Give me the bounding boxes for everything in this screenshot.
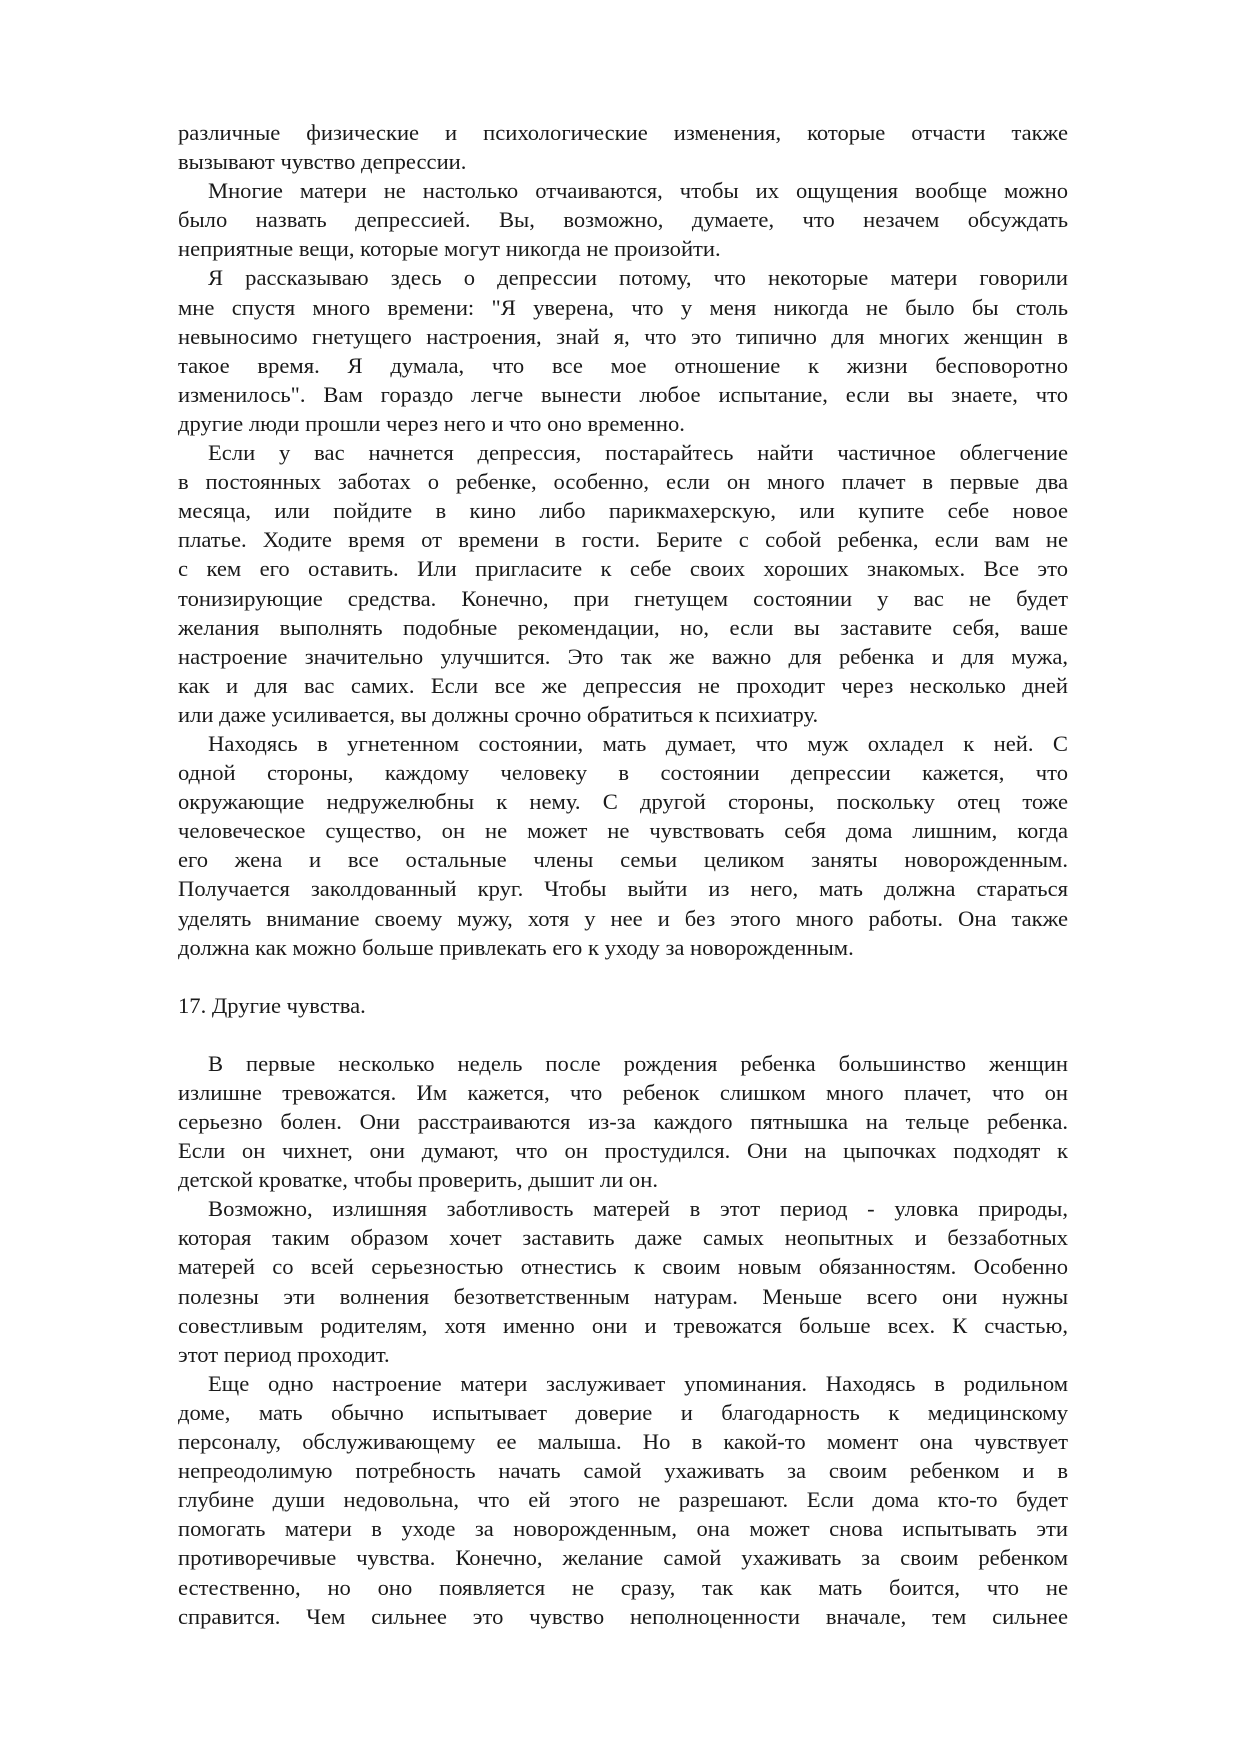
text-line: которая таким образом хочет заставить даже самых неопытных и беззаботных [178,1225,1068,1251]
section-heading: 17. Другие чувства. [178,992,366,1018]
paragraph [178,1369,1068,1631]
text-line: человеческое существо, он не может не чувствовать себя дома лишним, когда [178,818,1068,844]
paragraph [178,438,1068,729]
text-section-after [178,1049,1068,1631]
text-line: естественно, но оно появляется не сразу, так как мать боится, что не [178,1574,1068,1600]
text-line: серьезно болен. Они расстраиваются из-за каждого пятнышка на тельце ребенка. [178,1109,1068,1134]
text-line: в постоянных заботах о ребенке, особенно, если он много плачет в первые два [178,469,1068,495]
text-line: излишне тревожатся. Им кажется, что ребенок слишком много плачет, что он [178,1079,1068,1105]
text-section-before [178,118,1068,962]
text-line: как и для вас самих. Если все же депрессия не проходит через несколько дней [178,672,1068,698]
text-line: Возможно, излишняя заботливость матерей в этот период - уловка природы, [208,1196,1068,1222]
text-line: Получается заколдованный круг. Чтобы выйти из него, мать должна стараться [178,876,1068,902]
text-line: настроение значительно улучшится. Это так же важно для ребенка и для мужа, [178,643,1068,669]
text-line: помогать матери в уходе за новорожденным, она может снова испытывать эти [178,1516,1068,1542]
text-line: мне спустя много времени: "Я уверена, что у меня никогда не было бы столь [178,294,1068,320]
text-line: полезны эти волнения безответственным натурам. Меньше всего они нужны [178,1283,1068,1309]
text-line: Если у вас начнется депрессия, постарайтесь найти частичное облегчение [208,440,1068,466]
text-line: В первые несколько недель после рождения ребенка большинство женщин [208,1050,1068,1076]
text-line: или даже усиливается, вы должны срочно обратиться к психиатру. [178,701,819,727]
paragraph [178,729,1068,962]
text-line: совестливым родителям, хотя именно они и тревожатся больше всех. К счастью, [178,1312,1068,1338]
paragraph [178,1194,1068,1369]
paragraph [178,176,1068,263]
document-body [178,118,1068,1631]
text-line: уделять внимание своему мужу, хотя у нее и без этого много работы. Она также [178,905,1068,931]
text-line: изменилось". Вам гораздо легче вынести любое испытание, если вы знаете, что [178,381,1068,407]
text-line: Многие матери не настолько отчаиваются, чтобы их ощущения вообще можно [208,178,1068,204]
text-line: такое время. Я думала, что все мое отношение к жизни бесповоротно [178,352,1068,378]
text-line: тонизирующие средства. Конечно, при гнетущем состоянии у вас не будет [178,585,1068,611]
text-line: платье. Ходите время от времени в гости. Берите с собой ребенка, если вам не [178,527,1068,553]
text-line: должна как можно больше привлекать его к уходу за новорожденным. [178,934,854,960]
text-line: месяца, или пойдите в кино либо парикмахерскую, или купите себе новое [178,498,1068,524]
text-line: глубине души недовольна, что ей этого не разрешают. Если дома кто-то будет [178,1487,1068,1513]
text-line: Находясь в угнетенном состоянии, мать думает, что муж охладел к ней. С [208,730,1068,756]
text-line: противоречивые чувства. Конечно, желание самой ухаживать за своим ребенком [178,1545,1068,1571]
paragraph [178,118,1068,176]
text-line: Если он чихнет, они думают, что он простудился. Они на цыпочках подходят к [178,1138,1068,1164]
text-line: другие люди прошли через него и что оно временно. [178,410,685,436]
text-line: непреодолимую потребность начать самой ухаживать за своим ребенком и в [178,1458,1068,1484]
text-line: одной стороны, каждому человеку в состоянии депрессии кажется, что [178,760,1068,786]
text-line: детской кроватке, чтобы проверить, дышит ли он. [178,1167,658,1193]
text-line: этот период проходит. [178,1341,390,1367]
text-line: желания выполнять подобные рекомендации, но, если вы заставите себя, ваше [178,614,1068,640]
text-line: его жена и все остальные члены семьи целиком заняты новорожденным. [178,847,1068,873]
text-line: Я рассказываю здесь о депрессии потому, что некоторые матери говорили [208,265,1068,291]
paragraph [178,1049,1068,1194]
text-line: неприятные вещи, которые могут никогда не произойти. [178,236,721,262]
text-line: вызывают чувство депрессии. [178,149,467,175]
text-line: матерей со всей серьезностью отнестись к своим новым обязанностям. Особенно [178,1254,1068,1280]
text-line: различные физические и психологические изменения, которые отчасти также [178,120,1068,145]
text-line: окружающие недружелюбны к нему. С другой стороны, поскольку отец тоже [178,789,1068,815]
text-line: невыносимо гнетущего настроения, знай я, что это типично для многих женщин в [178,323,1068,349]
text-line: доме, мать обычно испытывает доверие и благодарность к медицинскому [178,1399,1068,1425]
text-line: персоналу, обслуживающему ее малыша. Но в какой-то момент она чувствует [178,1429,1068,1455]
text-line: Еще одно настроение матери заслуживает упоминания. Находясь в родильном [208,1370,1068,1396]
text-line: справится. Чем сильнее это чувство неполноценности вначале, тем сильнее [178,1603,1068,1629]
text-line: было назвать депрессией. Вы, возможно, думаете, что незачем обсуждать [178,207,1068,233]
text-line: с кем его оставить. Или пригласите к себе своих хороших знакомых. Все это [178,556,1068,582]
paragraph [178,263,1068,438]
